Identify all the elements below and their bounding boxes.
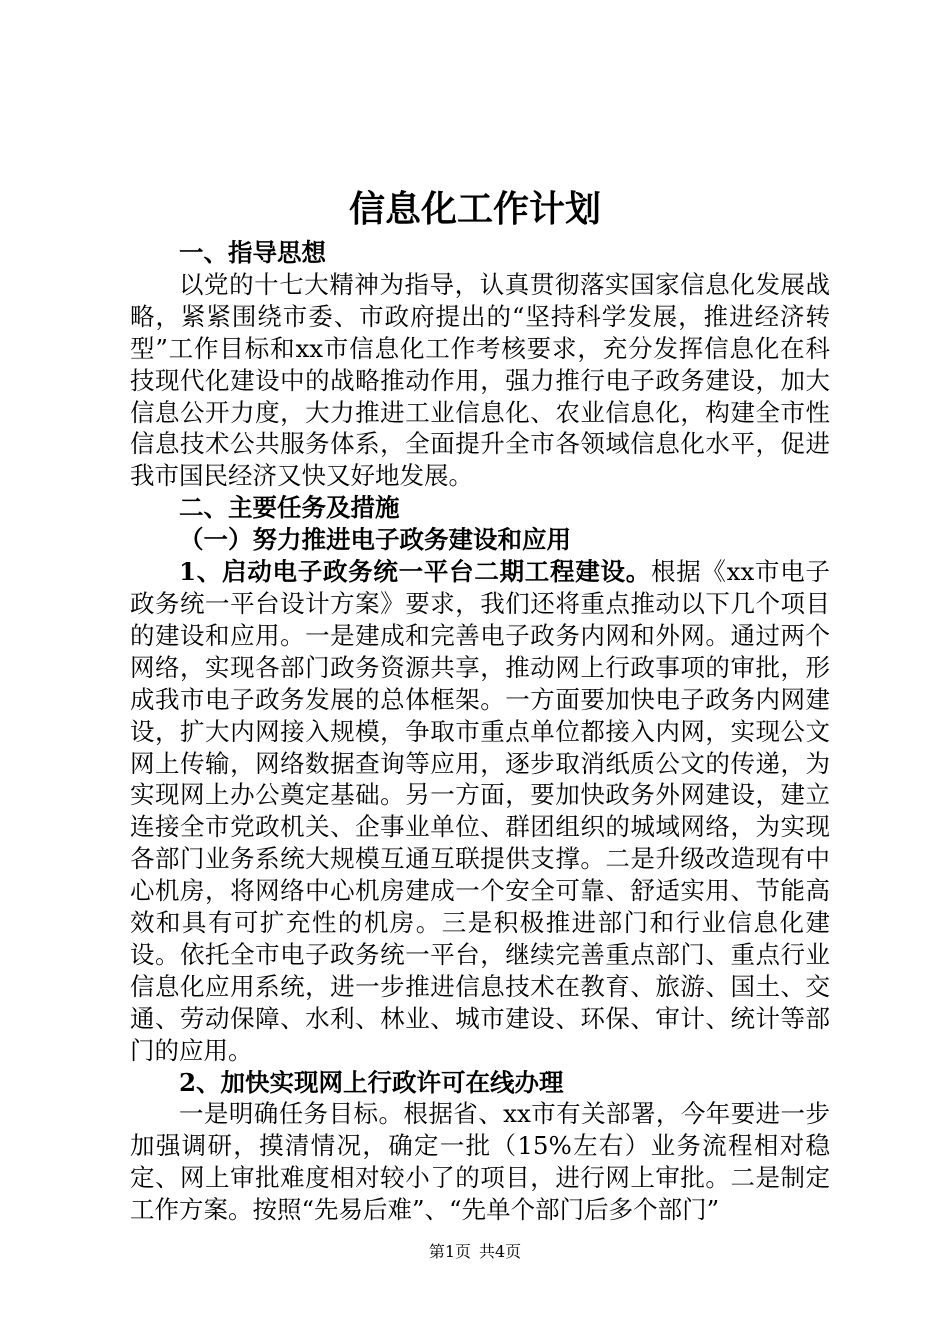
section-heading-main-tasks: 二、主要任务及措施	[179, 493, 400, 523]
document-title: 信息化工作计划	[348, 188, 601, 230]
page-total: 共4页	[479, 1242, 522, 1261]
subsection-heading-e-government: （一）努力推进电子政务建设和应用	[179, 525, 571, 555]
section-heading-guiding-ideology: 一、指导思想	[179, 238, 326, 267]
page-number: 第1页	[428, 1242, 471, 1261]
paragraph-guiding-ideology: 以党的十七大精神为指导，认真贯彻落实国家信息化发展战略，紧紧围绕市委、市政府提出的“坚持科学发展，推进经济转型”工作目标和xx市信息化工作考核要求，充分发挥信息化在科技现代化建设中的战略推动作用，强力推行电子政务建设，加大信息公开力度，大力推进工业信息化、农业信息化，构建全市性信息技术公共服务体系，全面提升全市各领域信息化水平，促进我市国民经济又快又好地发展。	[130, 269, 830, 491]
item-2-heading: 2、加快实现网上行政许可在线办理	[179, 1067, 564, 1097]
paragraph-item-1	[130, 556, 830, 1067]
item-1-lead: 1、启动电子政务统一平台二期工程建设。	[179, 557, 651, 587]
item-1-text: 根据《xx市电子政务统一平台设计方案》要求，我们还将重点推动以下几个项目的建设和应用。一是建成和完善电子政务内网和外网。通过两个网络，实现各部门政务资源共享，推动网上行政事项的审批，形成我市电子政务发展的总体框架。一方面要加快电子政务内网建设，扩大内网接入规模，争取市重点单位都接入内网，实现公文网上传输，网络数据查询等应用，逐步取消纸质公文的传递，为实现网上办公奠定基础。另一方面，要加快政务外网建设，建立连接全市党政机关、企事业单位、群团组织的城域网络，为实现各部门业务系统大规模互通互联提供支撑。二是升级改造现有中心机房，将网络中心机房建成一个安全可靠、舒适实用、节能高效和具有可扩充性的机房。三是积极推进部门和行业信息化建设。依托全市电子政务统一平台，继续完善重点部门、重点行业信息化应用系统，进一步推进信息技术在教育、旅游、国土、交通、劳动保障、水利、林业、城市建设、环保、审计、统计等部门的应用。	[130, 557, 830, 1065]
paragraph-item-2: 一是明确任务目标。根据省、xx市有关部署，今年要进一步加强调研，摸清情况，确定一批（15%左右）业务流程相对稳定、网上审批难度相对较小了的项目，进行网上审批。二是制定工作方案。按照“先易后难”、“先单个部门后多个部门”	[130, 1099, 830, 1225]
document-body	[130, 237, 830, 1226]
page-footer	[0, 1241, 950, 1263]
